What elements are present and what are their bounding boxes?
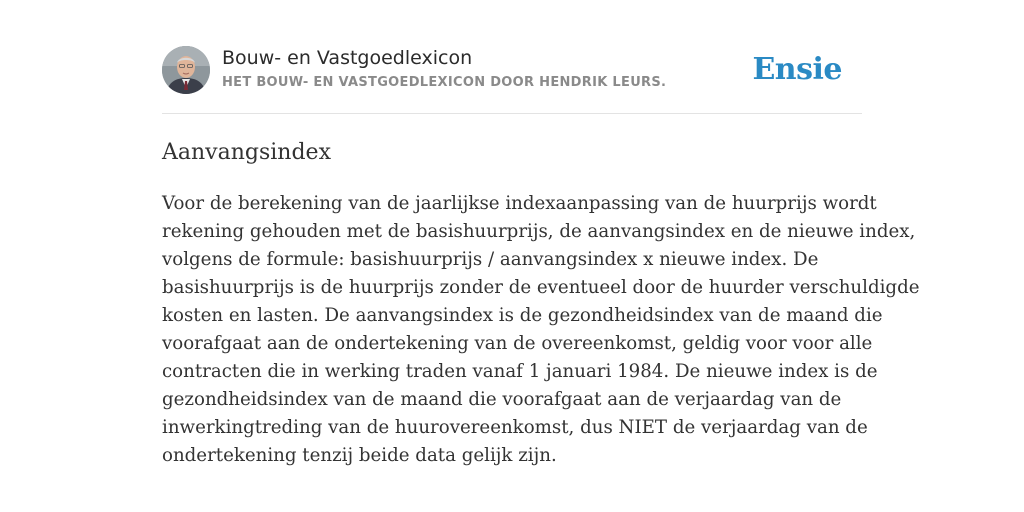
definition-line: contracten die in werking traden vanaf 1 januari 1984. De nieuwe index is de	[162, 361, 878, 382]
definition-line: inwerkingtreding van de huurovereenkomst, dus NIET de verjaardag van de	[162, 417, 868, 438]
site-subtitle: HET BOUW- EN VASTGOEDLEXICON DOOR HENDRIK LEURS.	[222, 75, 667, 90]
avatar-portrait-icon	[162, 46, 210, 94]
ensie-logo-link[interactable]: Ensie	[752, 52, 842, 87]
definition-line: ondertekening tenzij beide data gelijk zijn.	[162, 445, 557, 466]
author-avatar[interactable]	[162, 46, 210, 94]
definition-line: Voor de berekening van de jaarlijkse indexaanpassing van de huurprijs wordt	[162, 193, 877, 214]
definition-line: voorafgaat aan de ondertekening van de overeenkomst, geldig voor voor alle	[162, 333, 873, 354]
entry-title: Aanvangsindex	[162, 140, 331, 165]
header	[162, 46, 862, 96]
definition-line: kosten en lasten. De aanvangsindex is de gezondheidsindex van de maand die	[162, 305, 883, 326]
definition-line: basishuurprijs is de huurprijs zonder de eventueel door de huurder verschuldigde	[162, 277, 920, 298]
entry-definition	[162, 190, 920, 470]
definition-line: volgens de formule: basishuurprijs / aanvangsindex x nieuwe index. De	[162, 249, 819, 270]
definition-line: gezondheidsindex van de maand die voorafgaat aan de verjaardag van de	[162, 389, 842, 410]
definition-line: rekening gehouden met de basishuurprijs, de aanvangsindex en de nieuwe index,	[162, 221, 916, 242]
header-divider	[162, 113, 862, 114]
site-title[interactable]: Bouw- en Vastgoedlexicon	[222, 47, 473, 69]
